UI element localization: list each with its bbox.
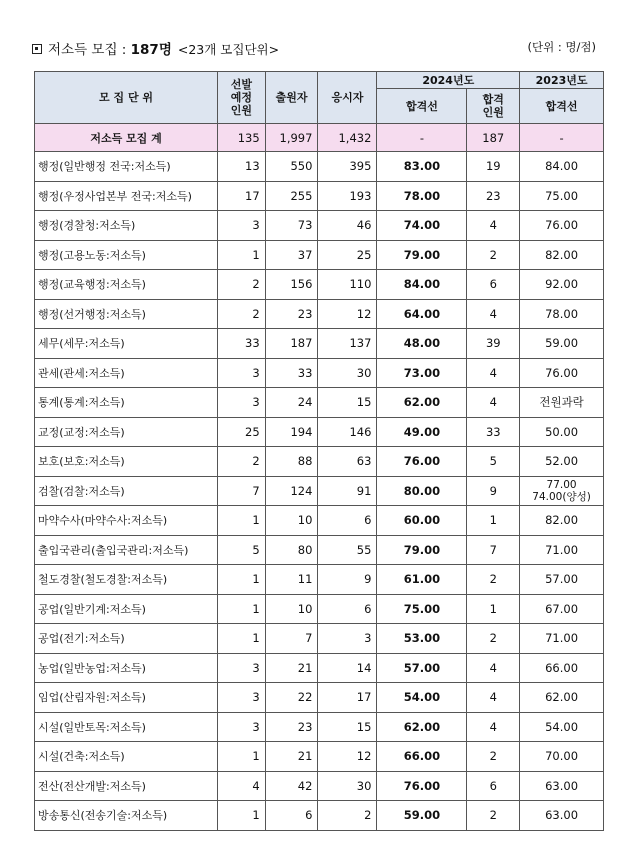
row-cutoff-2023: 62.00 — [520, 683, 604, 713]
table-row — [35, 742, 604, 772]
table-row — [35, 683, 604, 713]
row-planned: 13 — [218, 152, 266, 182]
row-cutoff-2024: 76.00 — [377, 447, 467, 477]
row-examinees: 15 — [318, 388, 377, 418]
row-planned: 3 — [218, 712, 266, 742]
row-applicants: 6 — [265, 801, 318, 831]
row-examinees: 146 — [318, 417, 377, 447]
row-name: 행정(선거행정:저소득) — [35, 299, 218, 329]
row-planned: 1 — [218, 506, 266, 536]
header-examinees: 응시자 — [318, 72, 377, 124]
row-passed-2024: 2 — [467, 624, 520, 654]
row-passed-2024: 2 — [467, 565, 520, 595]
row-name: 행정(일반행정 전국:저소득) — [35, 152, 218, 182]
row-name: 철도경찰(철도경찰:저소득) — [35, 565, 218, 595]
row-applicants: 156 — [265, 270, 318, 300]
table-row — [35, 417, 604, 447]
row-planned: 2 — [218, 270, 266, 300]
row-name: 보호(보호:저소득) — [35, 447, 218, 477]
row-examinees: 193 — [318, 181, 377, 211]
row-cutoff-2024: 59.00 — [377, 801, 467, 831]
total-passed-2024: 187 — [467, 124, 520, 152]
header-cutoff-2024: 합격선 — [377, 89, 467, 124]
row-passed-2024: 4 — [467, 299, 520, 329]
total-name: 저소득 모집 계 — [35, 124, 218, 152]
row-planned: 17 — [218, 181, 266, 211]
row-name: 행정(우정사업본부 전국:저소득) — [35, 181, 218, 211]
row-planned: 1 — [218, 801, 266, 831]
row-examinees: 137 — [318, 329, 377, 359]
row-examinees: 6 — [318, 594, 377, 624]
row-applicants: 187 — [265, 329, 318, 359]
row-name: 시설(일반토목:저소득) — [35, 712, 218, 742]
document-header — [32, 38, 602, 58]
total-planned: 135 — [218, 124, 266, 152]
row-passed-2024: 4 — [467, 388, 520, 418]
row-examinees: 55 — [318, 535, 377, 565]
header-cutoff-2023: 합격선 — [520, 89, 604, 124]
row-name: 시설(건축:저소득) — [35, 742, 218, 772]
total-cutoff-2024: - — [377, 124, 467, 152]
row-name: 검찰(검찰:저소득) — [35, 476, 218, 506]
row-name: 임업(산림자원:저소득) — [35, 683, 218, 713]
row-cutoff-2024: 64.00 — [377, 299, 467, 329]
row-cutoff-2023: 71.00 — [520, 624, 604, 654]
table-row — [35, 299, 604, 329]
row-examinees: 46 — [318, 211, 377, 241]
row-passed-2024: 2 — [467, 801, 520, 831]
header-applicants: 출원자 — [265, 72, 318, 124]
total-applicants: 1,997 — [265, 124, 318, 152]
row-examinees: 30 — [318, 358, 377, 388]
row-cutoff-2024: 78.00 — [377, 181, 467, 211]
header-unit: 모 집 단 위 — [35, 72, 218, 124]
row-planned: 3 — [218, 683, 266, 713]
table-row — [35, 712, 604, 742]
row-applicants: 88 — [265, 447, 318, 477]
table-row — [35, 476, 604, 506]
row-planned: 33 — [218, 329, 266, 359]
row-examinees: 6 — [318, 506, 377, 536]
row-planned: 1 — [218, 742, 266, 772]
row-passed-2024: 9 — [467, 476, 520, 506]
row-cutoff-2023: 76.00 — [520, 358, 604, 388]
header-year-2023: 2023년도 — [520, 72, 604, 89]
row-name: 방송통신(전송기술:저소득) — [35, 801, 218, 831]
row-examinees: 15 — [318, 712, 377, 742]
row-cutoff-2023: 63.00 — [520, 771, 604, 801]
row-passed-2024: 4 — [467, 211, 520, 241]
row-examinees: 91 — [318, 476, 377, 506]
row-examinees: 12 — [318, 299, 377, 329]
table-row — [35, 152, 604, 182]
row-applicants: 550 — [265, 152, 318, 182]
row-planned: 1 — [218, 594, 266, 624]
row-cutoff-2023: 57.00 — [520, 565, 604, 595]
row-cutoff-2024: 79.00 — [377, 240, 467, 270]
row-applicants: 10 — [265, 506, 318, 536]
row-passed-2024: 1 — [467, 594, 520, 624]
row-applicants: 80 — [265, 535, 318, 565]
row-applicants: 23 — [265, 299, 318, 329]
table-row — [35, 771, 604, 801]
row-applicants: 7 — [265, 624, 318, 654]
row-applicants: 10 — [265, 594, 318, 624]
row-cutoff-2024: 62.00 — [377, 712, 467, 742]
row-passed-2024: 1 — [467, 506, 520, 536]
row-applicants: 21 — [265, 653, 318, 683]
row-cutoff-2024: 53.00 — [377, 624, 467, 654]
row-cutoff-2024: 66.00 — [377, 742, 467, 772]
row-cutoff-2024: 76.00 — [377, 771, 467, 801]
row-name: 마약수사(마약수사:저소득) — [35, 506, 218, 536]
row-passed-2024: 4 — [467, 653, 520, 683]
row-cutoff-2024: 83.00 — [377, 152, 467, 182]
row-planned: 5 — [218, 535, 266, 565]
row-applicants: 42 — [265, 771, 318, 801]
row-passed-2024: 23 — [467, 181, 520, 211]
table-row — [35, 358, 604, 388]
table-row — [35, 594, 604, 624]
row-cutoff-2024: 80.00 — [377, 476, 467, 506]
row-applicants: 124 — [265, 476, 318, 506]
row-cutoff-2023: 70.00 — [520, 742, 604, 772]
row-name: 행정(경찰청:저소득) — [35, 211, 218, 241]
row-applicants: 37 — [265, 240, 318, 270]
table-row — [35, 388, 604, 418]
row-passed-2024: 33 — [467, 417, 520, 447]
row-examinees: 12 — [318, 742, 377, 772]
row-cutoff-2024: 60.00 — [377, 506, 467, 536]
row-cutoff-2023: 59.00 — [520, 329, 604, 359]
row-planned: 1 — [218, 240, 266, 270]
row-applicants: 194 — [265, 417, 318, 447]
row-examinees: 3 — [318, 624, 377, 654]
total-row — [35, 124, 604, 152]
row-name: 세무(세무:저소득) — [35, 329, 218, 359]
table-row — [35, 211, 604, 241]
row-name: 통계(통계:저소득) — [35, 388, 218, 418]
row-cutoff-2024: 49.00 — [377, 417, 467, 447]
recruitment-table — [34, 71, 604, 831]
row-cutoff-2023: 54.00 — [520, 712, 604, 742]
header-year-2024: 2024년도 — [377, 72, 520, 89]
row-name: 농업(일반농업:저소득) — [35, 653, 218, 683]
row-cutoff-2024: 79.00 — [377, 535, 467, 565]
row-cutoff-2023: 67.00 — [520, 594, 604, 624]
row-cutoff-2024: 48.00 — [377, 329, 467, 359]
table-row — [35, 624, 604, 654]
row-cutoff-2024: 75.00 — [377, 594, 467, 624]
row-name: 교정(교정:저소득) — [35, 417, 218, 447]
row-cutoff-2024: 61.00 — [377, 565, 467, 595]
row-passed-2024: 5 — [467, 447, 520, 477]
table-row — [35, 506, 604, 536]
row-examinees: 30 — [318, 771, 377, 801]
row-passed-2024: 7 — [467, 535, 520, 565]
row-passed-2024: 4 — [467, 712, 520, 742]
row-passed-2024: 39 — [467, 329, 520, 359]
row-planned: 25 — [218, 417, 266, 447]
row-name: 출입국관리(출입국관리:저소득) — [35, 535, 218, 565]
row-examinees: 395 — [318, 152, 377, 182]
row-applicants: 11 — [265, 565, 318, 595]
total-cutoff-2023: - — [520, 124, 604, 152]
table-row — [35, 535, 604, 565]
row-passed-2024: 6 — [467, 270, 520, 300]
table-row — [35, 181, 604, 211]
row-name: 행정(고용노동:저소득) — [35, 240, 218, 270]
row-examinees: 14 — [318, 653, 377, 683]
row-cutoff-2023: 77.00 74.00(양성) — [520, 476, 604, 506]
row-name: 관세(관세:저소득) — [35, 358, 218, 388]
document-title — [32, 38, 279, 58]
row-planned: 3 — [218, 653, 266, 683]
row-passed-2024: 19 — [467, 152, 520, 182]
table-row — [35, 801, 604, 831]
row-planned: 3 — [218, 358, 266, 388]
row-planned: 2 — [218, 299, 266, 329]
table-row — [35, 447, 604, 477]
row-cutoff-2023: 63.00 — [520, 801, 604, 831]
row-cutoff-2023: 66.00 — [520, 653, 604, 683]
row-applicants: 73 — [265, 211, 318, 241]
row-passed-2024: 4 — [467, 358, 520, 388]
row-applicants: 23 — [265, 712, 318, 742]
row-planned: 1 — [218, 565, 266, 595]
table-row — [35, 653, 604, 683]
row-passed-2024: 2 — [467, 742, 520, 772]
square-bullet-icon — [32, 44, 42, 54]
row-planned: 3 — [218, 211, 266, 241]
row-applicants: 22 — [265, 683, 318, 713]
row-examinees: 63 — [318, 447, 377, 477]
row-cutoff-2024: 62.00 — [377, 388, 467, 418]
row-planned: 1 — [218, 624, 266, 654]
row-cutoff-2023: 71.00 — [520, 535, 604, 565]
row-applicants: 21 — [265, 742, 318, 772]
row-planned: 7 — [218, 476, 266, 506]
row-cutoff-2023: 84.00 — [520, 152, 604, 182]
table-row — [35, 565, 604, 595]
row-examinees: 110 — [318, 270, 377, 300]
unit-note: (단위 : 명/점) — [527, 40, 596, 54]
row-cutoff-2023: 75.00 — [520, 181, 604, 211]
header-planned: 선발 예정 인원 — [218, 72, 266, 124]
row-passed-2024: 2 — [467, 240, 520, 270]
row-examinees: 17 — [318, 683, 377, 713]
row-cutoff-2023: 92.00 — [520, 270, 604, 300]
row-cutoff-2023: 76.00 — [520, 211, 604, 241]
row-cutoff-2024: 84.00 — [377, 270, 467, 300]
row-applicants: 33 — [265, 358, 318, 388]
row-applicants: 255 — [265, 181, 318, 211]
title-count: 187명 — [130, 42, 172, 58]
row-cutoff-2023: 52.00 — [520, 447, 604, 477]
total-examinees: 1,432 — [318, 124, 377, 152]
row-planned: 3 — [218, 388, 266, 418]
row-cutoff-2024: 57.00 — [377, 653, 467, 683]
table-row — [35, 270, 604, 300]
row-name: 전산(전산개발:저소득) — [35, 771, 218, 801]
row-cutoff-2023: 82.00 — [520, 506, 604, 536]
row-passed-2024: 6 — [467, 771, 520, 801]
table-row — [35, 329, 604, 359]
row-cutoff-2024: 73.00 — [377, 358, 467, 388]
title-main: 저소득 모집 : — [48, 42, 131, 58]
row-planned: 2 — [218, 447, 266, 477]
row-passed-2024: 4 — [467, 683, 520, 713]
row-examinees: 25 — [318, 240, 377, 270]
table-row — [35, 240, 604, 270]
row-name: 행정(교육행정:저소득) — [35, 270, 218, 300]
row-cutoff-2024: 74.00 — [377, 211, 467, 241]
row-examinees: 2 — [318, 801, 377, 831]
row-cutoff-2023: 78.00 — [520, 299, 604, 329]
row-cutoff-2024: 54.00 — [377, 683, 467, 713]
row-planned: 4 — [218, 771, 266, 801]
row-cutoff-2023: 전원과락 — [520, 388, 604, 418]
row-name: 공업(일반기계:저소득) — [35, 594, 218, 624]
row-cutoff-2023: 50.00 — [520, 417, 604, 447]
row-cutoff-2023: 82.00 — [520, 240, 604, 270]
title-sub: <23개 모집단위> — [177, 42, 280, 57]
row-examinees: 9 — [318, 565, 377, 595]
row-name: 공업(전기:저소득) — [35, 624, 218, 654]
header-passed-2024: 합격 인원 — [467, 89, 520, 124]
row-applicants: 24 — [265, 388, 318, 418]
